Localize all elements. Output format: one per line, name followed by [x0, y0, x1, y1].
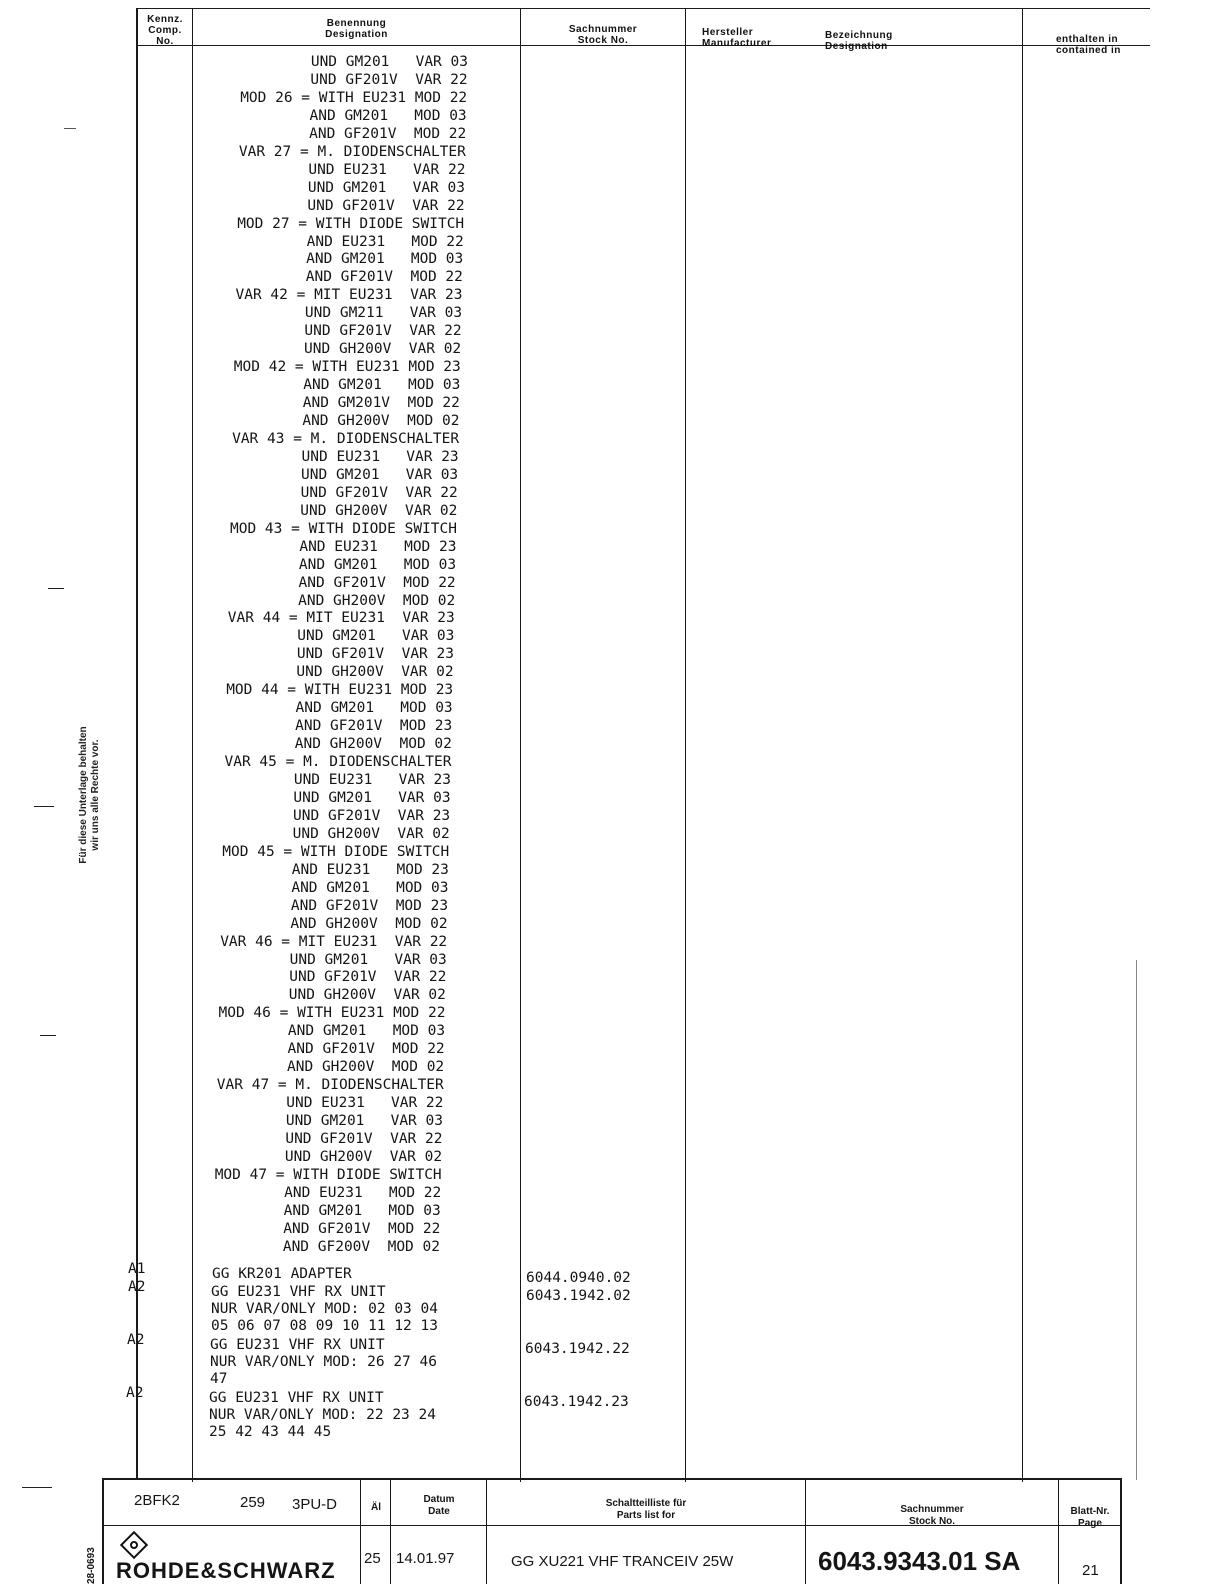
header-contained-en: contained in — [1056, 45, 1121, 56]
part-stock-no: 6043.1942.23 — [524, 1394, 629, 1410]
header-comp-no — [138, 14, 192, 47]
designation-line: MOD 47 = WITH DIODE SWITCH — [214, 1166, 442, 1183]
col-divider-comp — [192, 8, 193, 1482]
rs-logo-icon — [120, 1531, 148, 1559]
designation-line: AND GM201 MOD 03 — [221, 879, 449, 896]
designation-line: UND GM201 VAR 03 — [241, 54, 468, 70]
designation-line: AND GF201V MOD 22 — [213, 1220, 441, 1237]
designation-line: UND GF201V VAR 22 — [237, 197, 465, 214]
designation-line: VAR 43 = M. DIODENSCHALTER — [232, 430, 460, 447]
punch-mark — [22, 1487, 52, 1488]
designation-line: AND GM201 MOD 03 — [239, 107, 467, 124]
designation-line: AND GH200V MOD 02 — [217, 1059, 445, 1076]
footer-date-label — [392, 1494, 486, 1518]
header-comp-de: Kennz. — [147, 14, 183, 25]
footer-parts-list-label-de: Schaltteilliste für — [605, 1498, 687, 1509]
footer-parts-list-for: GG XU221 VHF TRANCEIV 25W — [511, 1553, 734, 1570]
punch-mark — [48, 588, 64, 589]
designation-line: VAR 45 = M. DIODENSCHALTER — [224, 754, 452, 770]
part-designation: GG KR201 ADAPTER — [212, 1266, 352, 1282]
designation-line: AND GH200V MOD 02 — [232, 413, 460, 429]
header-contained-in — [1056, 34, 1151, 56]
designation-line: AND GF201V MOD 22 — [228, 574, 456, 591]
designation-line: AND GH200V MOD 02 — [220, 915, 448, 932]
designation-line: UND GF201V VAR 22 — [240, 72, 468, 88]
col-divider-right-edge — [1136, 960, 1137, 1480]
designation-line: UND GH200V VAR 02 — [226, 664, 454, 681]
designation-line: UND EU231 VAR 22 — [238, 161, 466, 178]
header-manufacturer — [702, 27, 812, 49]
footer-date-label-de: Datum — [423, 1494, 455, 1505]
header-stock-no — [521, 24, 685, 46]
part-designation: GG EU231 VHF RX UNIT NUR VAR/ONLY MOD: 22 23 24 25 42 43 44 45 — [209, 1390, 436, 1440]
designation-line: UND EU231 VAR 23 — [224, 772, 451, 788]
part-stock-no: 6043.1942.02 — [526, 1288, 631, 1304]
designation-line: UND GH200V VAR 02 — [222, 825, 450, 842]
designation-line: UND EU231 VAR 23 — [231, 448, 459, 465]
designation-line: UND GM201 VAR 03 — [223, 789, 451, 806]
designation-line: AND GF201V MOD 22 — [217, 1041, 445, 1058]
header-mfr-designation-en: Designation — [825, 41, 888, 52]
designation-line: UND GF201V VAR 22 — [219, 969, 447, 986]
footer-right-border — [1120, 1478, 1122, 1584]
footer-left-border — [102, 1478, 104, 1584]
header-mfr-designation — [825, 30, 945, 52]
footer-stock-label-en: Stock No. — [908, 1516, 956, 1527]
footer-code-3: 3PU-D — [292, 1496, 338, 1513]
designation-line: AND GM201 MOD 03 — [229, 556, 457, 573]
designation-line: UND GH200V VAR 02 — [215, 1149, 443, 1165]
col-divider-contained — [1022, 8, 1023, 1482]
part-comp: A1 — [128, 1261, 146, 1277]
header-designation-de: Benennung — [326, 18, 387, 29]
edge-code: 28-0693 — [86, 1547, 97, 1584]
part-stock-no: 6043.1942.22 — [525, 1341, 630, 1357]
designation-line: AND GH200V MOD 02 — [228, 592, 456, 609]
footer-div-parts — [486, 1478, 487, 1584]
punch-mark — [40, 1035, 56, 1036]
designation-line: AND GF201V MOD 23 — [225, 718, 453, 735]
part-comp: A2 — [127, 1332, 145, 1348]
designation-line: VAR 27 = M. DIODENSCHALTER — [238, 143, 466, 160]
designation-line: AND EU231 MOD 22 — [236, 233, 464, 250]
designation-line: UND GF201V VAR 23 — [227, 646, 454, 663]
col-divider-designation — [520, 8, 521, 1482]
designation-line: AND EU231 MOD 23 — [221, 861, 449, 878]
designation-line: UND GM201 VAR 03 — [227, 628, 455, 645]
header-designation — [193, 18, 520, 40]
footer-page-label-de: Blatt-Nr. — [1070, 1506, 1110, 1517]
punch-mark — [64, 128, 76, 129]
designation-line: MOD 46 = WITH EU231 MOD 22 — [218, 1005, 446, 1022]
header-top-rule — [136, 8, 1150, 9]
footer-parts-list-label-en: Parts list for — [616, 1510, 676, 1521]
header-designation-en: Designation — [325, 29, 388, 40]
designation-line: AND GM201 MOD 03 — [218, 1023, 446, 1040]
designation-line: UND GM201 VAR 03 — [238, 179, 465, 196]
footer-top-rule — [102, 1478, 1122, 1480]
footer-ai-label: Äl — [371, 1502, 381, 1513]
footer-page-no: 21 — [1082, 1562, 1099, 1579]
designation-line: VAR 44 = MIT EU231 VAR 23 — [227, 610, 455, 627]
header-comp-en: Comp. No. — [148, 25, 182, 47]
designation-line: UND GH200V VAR 02 — [230, 502, 458, 519]
header-manufacturer-de: Hersteller — [702, 27, 754, 38]
footer-date: 14.01.97 — [396, 1550, 455, 1567]
part-comp: A2 — [128, 1279, 146, 1295]
footer-div-ai — [360, 1478, 361, 1584]
designation-line: UND GF201V VAR 22 — [234, 323, 462, 340]
designation-line: AND GH200V MOD 02 — [224, 736, 452, 753]
part-designation: GG EU231 VHF RX UNIT NUR VAR/ONLY MOD: 02 03 04 05 06 07 08 09 10 11 12 13 — [211, 1284, 438, 1334]
footer-div-page — [1058, 1478, 1059, 1584]
footer-code-2: 259 — [240, 1494, 266, 1511]
header-stock-de: Sachnummer — [568, 24, 638, 35]
designation-line: AND GM201 MOD 03 — [236, 251, 464, 268]
footer-stock-label — [808, 1504, 1056, 1528]
designation-line: AND GM201 MOD 03 — [233, 377, 461, 394]
designation-line: UND GH200V VAR 02 — [218, 987, 446, 1004]
footer-page-label — [1060, 1506, 1120, 1530]
designation-line: UND GM201 VAR 03 — [231, 466, 459, 483]
designation-line: MOD 27 = WITH DIODE SWITCH — [237, 215, 465, 232]
designation-line: AND GM201 MOD 03 — [213, 1202, 441, 1219]
footer-parts-list-label — [490, 1498, 802, 1522]
copyright-note-line2: wir uns alle Rechte vor. — [90, 739, 101, 851]
footer-date-label-en: Date — [428, 1506, 450, 1517]
copyright-note — [78, 700, 102, 890]
footer-div-stock — [805, 1478, 806, 1584]
header-manufacturer-en: Manufacturer — [702, 38, 772, 49]
part-comp: A2 — [126, 1385, 144, 1401]
designation-line: UND GM201 VAR 03 — [219, 951, 447, 968]
designation-line: AND GM201V MOD 22 — [232, 395, 460, 412]
designation-line: UND GM211 VAR 03 — [235, 305, 463, 322]
footer-change-index: 25 — [364, 1550, 381, 1567]
footer-div-date — [390, 1478, 391, 1584]
designation-line: AND GF200V MOD 02 — [213, 1238, 440, 1255]
footer-stock-no: 6043.9343.01 SA — [818, 1546, 1021, 1576]
header-contained-de: enthalten in — [1056, 34, 1119, 45]
col-divider-stock — [685, 8, 686, 1482]
designation-line: AND EU231 MOD 23 — [229, 538, 457, 555]
designation-line: AND GM201 MOD 03 — [225, 700, 453, 717]
designation-line: MOD 43 = WITH DIODE SWITCH — [230, 520, 457, 537]
designation-line: VAR 46 = MIT EU231 VAR 22 — [220, 933, 448, 950]
footer-stock-label-de: Sachnummer — [900, 1504, 964, 1515]
designation-line: UND GM201 VAR 03 — [216, 1113, 443, 1129]
designation-line: UND GH200V VAR 02 — [234, 341, 462, 358]
designation-line: MOD 44 = WITH EU231 MOD 23 — [226, 682, 454, 699]
copyright-note-line1: Für diese Unterlage behalten — [78, 726, 89, 864]
designation-line: MOD 42 = WITH EU231 MOD 23 — [233, 359, 461, 376]
designation-line: MOD 26 = WITH EU231 MOD 22 — [240, 89, 468, 106]
header-mfr-designation-de: Bezeichnung — [825, 30, 893, 41]
designation-line: UND GF201V VAR 22 — [215, 1131, 443, 1147]
designation-line: UND EU231 VAR 22 — [216, 1095, 444, 1112]
designation-line: VAR 47 = M. DIODENSCHALTER — [216, 1077, 444, 1094]
designation-line: VAR 42 = MIT EU231 VAR 23 — [235, 287, 463, 304]
part-designation: GG EU231 VHF RX UNIT NUR VAR/ONLY MOD: 26 27 46 47 — [210, 1337, 437, 1387]
part-stock-no: 6044.0940.02 — [526, 1270, 631, 1286]
designation-line: UND GF201V VAR 23 — [223, 807, 451, 824]
footer-page-label-en: Page — [1078, 1518, 1102, 1529]
designation-line: UND GF201V VAR 22 — [230, 484, 458, 501]
footer-code-1: 2BFK2 — [134, 1492, 180, 1509]
punch-mark — [34, 806, 54, 807]
company-name: ROHDE&SCHWARZ — [116, 1558, 336, 1583]
designation-line: MOD 45 = WITH DIODE SWITCH — [222, 843, 450, 860]
designation-line: AND GF201V MOD 22 — [235, 269, 463, 286]
header-stock-en: Stock No. — [577, 35, 629, 46]
designation-line: AND GF201V MOD 22 — [239, 125, 467, 142]
table-left-border — [136, 8, 138, 1478]
designation-line: AND GF201V MOD 23 — [221, 897, 449, 914]
designation-line: AND EU231 MOD 22 — [214, 1184, 442, 1201]
